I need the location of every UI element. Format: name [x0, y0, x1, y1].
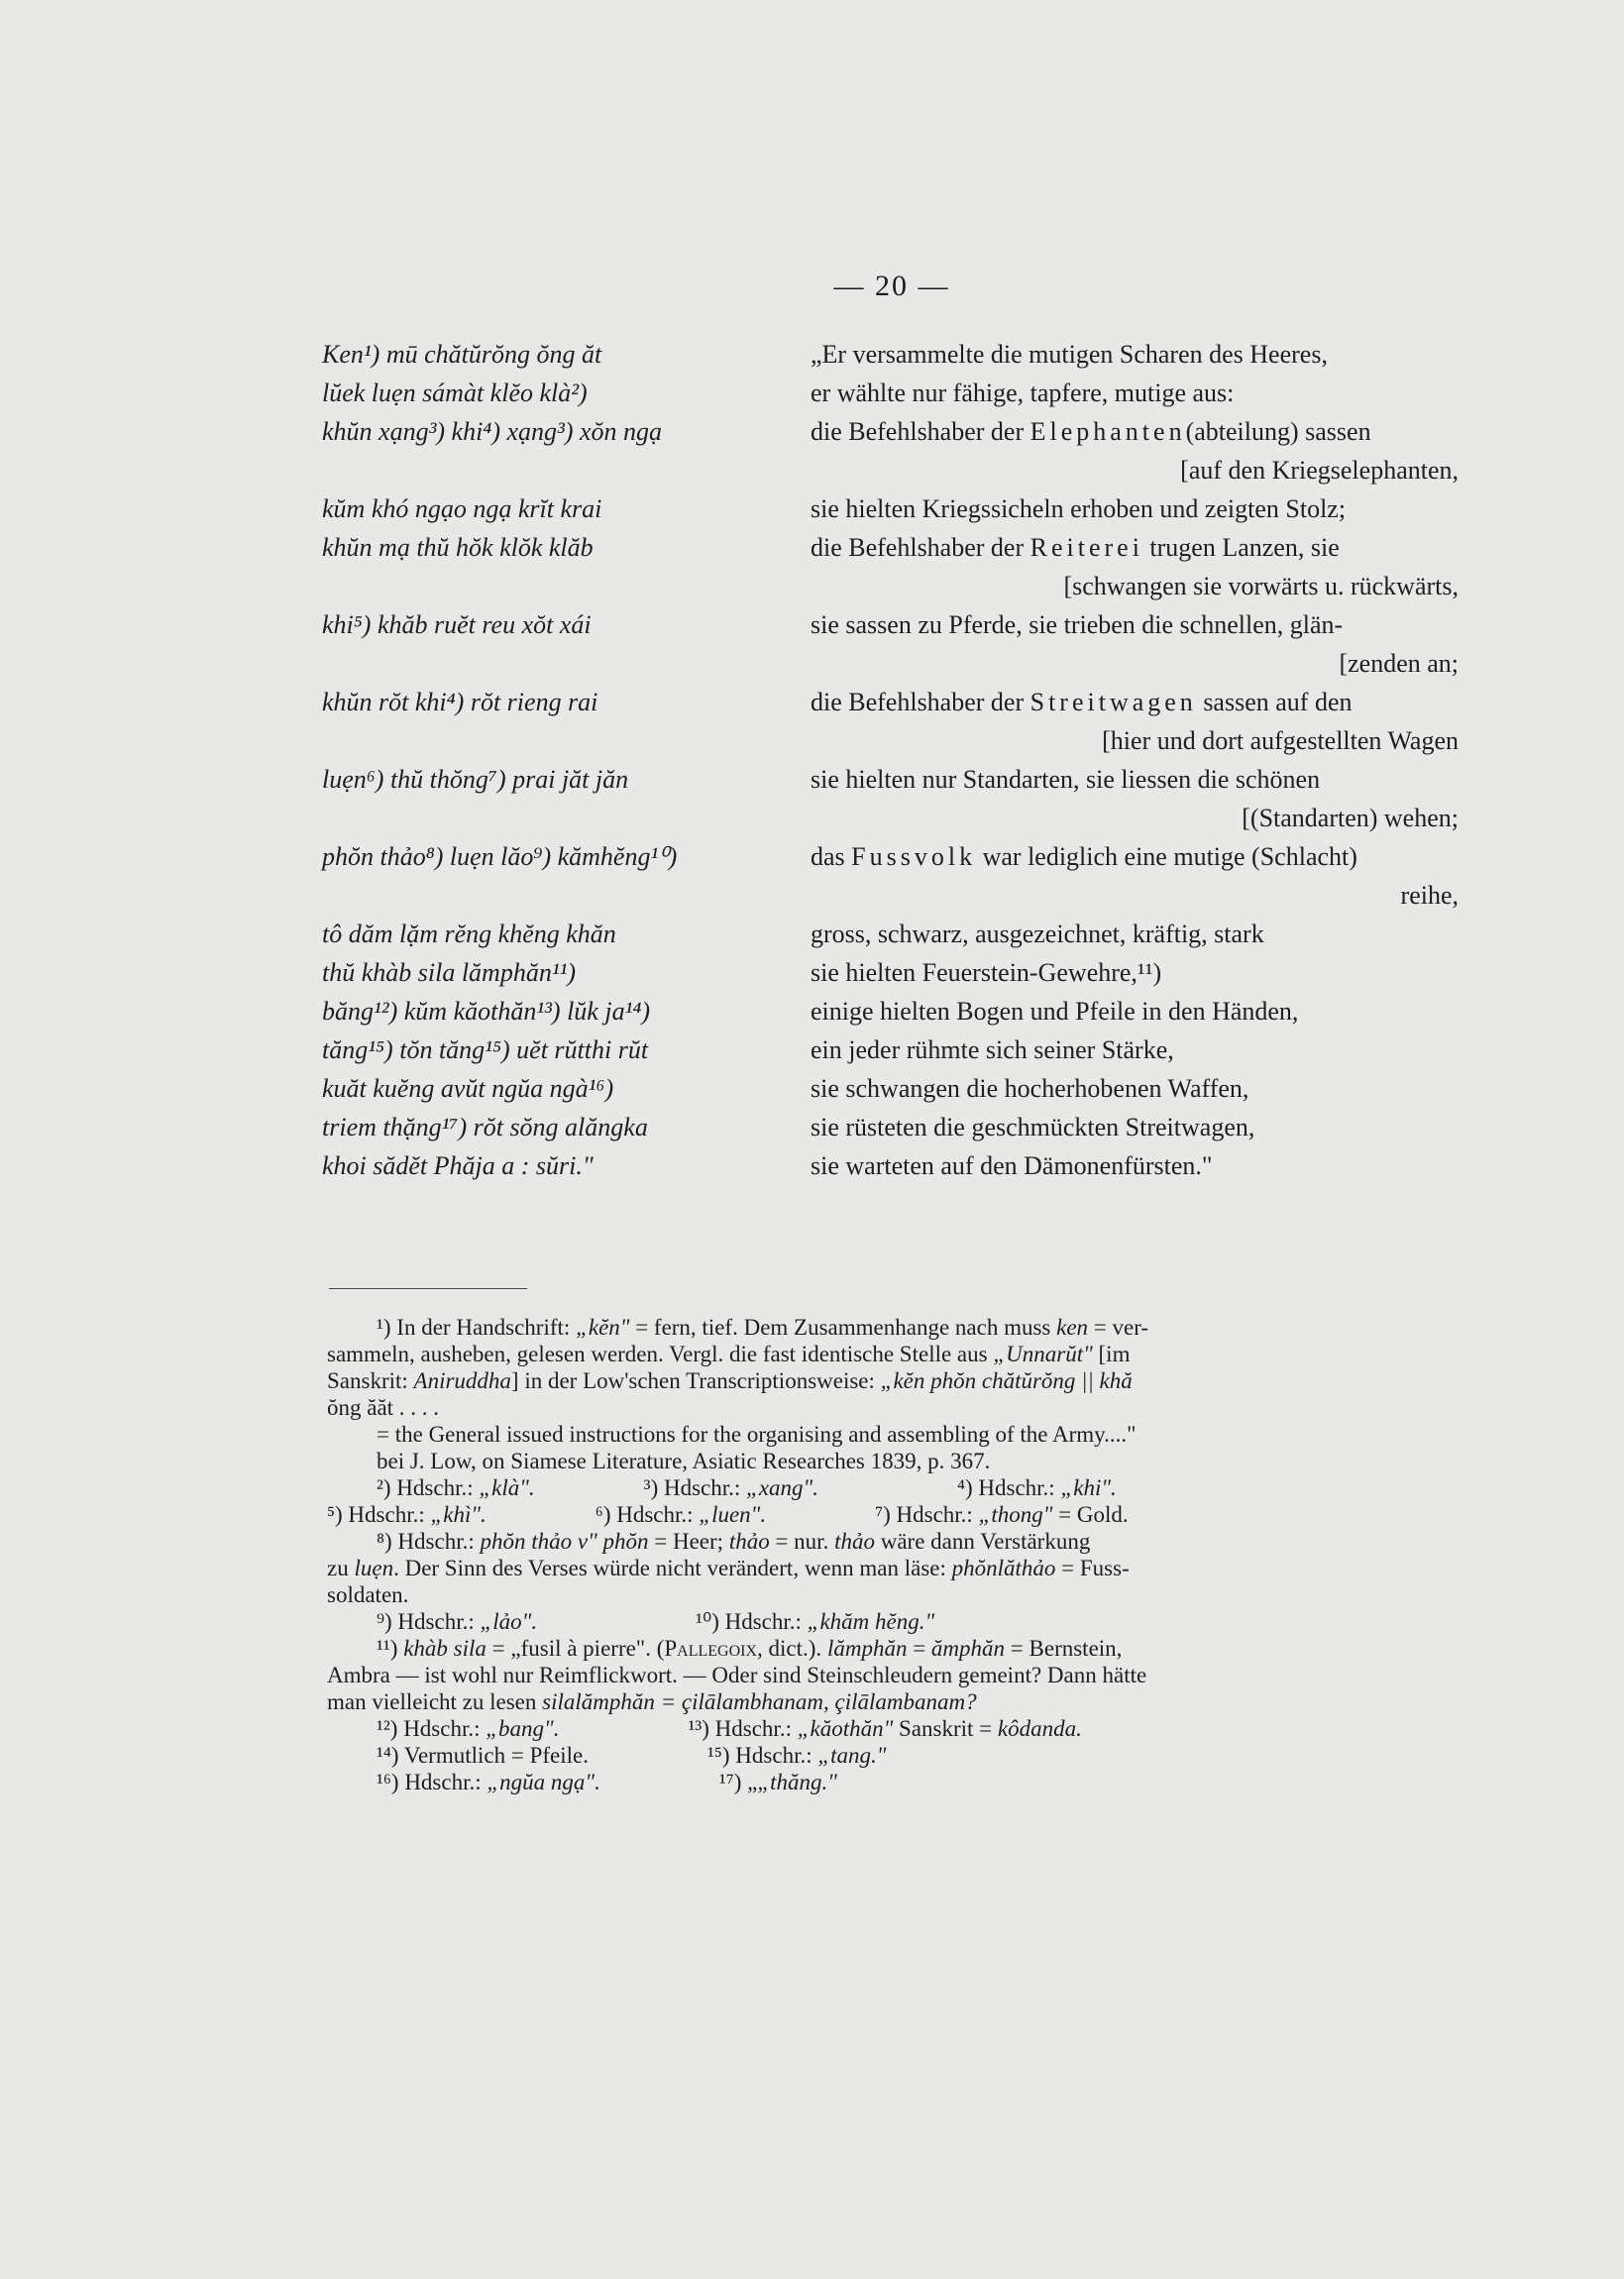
- verse-line: [322, 876, 758, 915]
- translation-line: sie hielten nur Standarten, sie liessen die schönen: [811, 765, 1321, 794]
- footnote-line: ²) Hdschr.: „klà". ³) Hdschr.: „xang". ⁴) Hdschr.: „khi".: [377, 1475, 1117, 1500]
- footnote-line: Ambra — ist wohl nur Reimflickwort. — Oder sind Steinschleudern gemeint? Dann hätte: [327, 1663, 1147, 1687]
- footnote-line: ¹) In der Handschrift: „kĕn" = fern, tief. Dem Zusammenhange nach muss ken = ver-: [377, 1315, 1149, 1340]
- verse-line: [322, 567, 758, 605]
- translation-line: [(Standarten) wehen;: [1242, 804, 1459, 832]
- verse-line: [322, 799, 758, 837]
- verse-line: băng¹²) kŭm kăothăn¹³) lŭk ja¹⁴): [322, 997, 651, 1026]
- footnote-line: ¹⁶) Hdschr.: „ngŭa ngạ". ¹⁷) „„thăng.": [377, 1770, 837, 1794]
- verse-line: [322, 644, 758, 683]
- footnote-line: ¹⁴) Vermutlich = Pfeile. ¹⁵) Hdschr.: „tang.": [377, 1743, 887, 1768]
- verse-line: khŭn rŏt khi⁴) rŏt rieng rai: [322, 688, 598, 716]
- verse-line: khi⁵) khăb ruĕt reu xŏt xái: [322, 610, 592, 639]
- verse-line: tô dăm lặm rĕng khĕng khăn: [322, 920, 616, 948]
- footnote-line: ŏng ăăt . . . .: [327, 1395, 440, 1420]
- verse-line: thŭ khàb sila lămphăn¹¹): [322, 958, 577, 987]
- translation-line: „Er versammelte die mutigen Scharen des Heeres,: [811, 340, 1328, 369]
- siamese-verse-column: [322, 335, 758, 1185]
- footnote-line: zu luẹn. Der Sinn des Verses würde nicht verändert, wenn man läse: phŏnlăthảo = Fuss-: [327, 1556, 1130, 1580]
- translation-line: [hier und dort aufgestellten Wagen: [1102, 726, 1459, 755]
- translation-line: die Befehlshaber der Reiterei trugen Lanzen, sie: [811, 533, 1340, 562]
- verse-line: khoi sădĕt Phăja a : sŭri.": [322, 1151, 594, 1180]
- verse-line: luẹn⁶) thŭ thŏng⁷) prai jăt jăn: [322, 765, 629, 794]
- verse-line: khŭn xạng³) khi⁴) xạng³) xŏn ngạ: [322, 417, 663, 446]
- footnote-line: sammeln, ausheben, gelesen werden. Vergl. die fast identische Stelle aus „Unnarŭt" [im: [327, 1342, 1131, 1366]
- translation-line: das Fussvolk war lediglich eine mutige (Schlacht): [811, 842, 1357, 871]
- footnote-line: soldaten.: [327, 1582, 409, 1607]
- verse-line: Ken¹) mū chătŭrŏng ŏng ăt: [322, 340, 602, 369]
- translation-line: sie warteten auf den Dämonenfürsten.": [811, 1151, 1213, 1180]
- verse-line: kuăt kuĕng avŭt ngŭa ngà¹⁶): [322, 1074, 614, 1103]
- translation-line: [zenden an;: [1339, 649, 1459, 678]
- verse-line: phŏn thảo⁸) luẹn lăo⁹) kămhĕng¹⁰): [322, 842, 678, 871]
- translation-line: reihe,: [1400, 881, 1459, 910]
- german-translation-column: [811, 335, 1459, 1185]
- footnote-divider: [329, 1288, 527, 1289]
- translation-line: sie hielten Feuerstein-Gewehre,¹¹): [811, 958, 1162, 987]
- footnote-line: ¹¹) khàb sila = „fusil à pierre". (Pallegoix, dict.). lămphăn = ămphăn = Bernstein,: [377, 1636, 1123, 1661]
- translation-line: gross, schwarz, ausgezeichnet, kräftig, stark: [811, 920, 1264, 948]
- verse-line: [322, 451, 758, 489]
- footnote-line: ¹²) Hdschr.: „bang". ¹³) Hdschr.: „kăothăn" Sanskrit = kôdanda.: [377, 1716, 1082, 1741]
- verse-line: [322, 721, 758, 760]
- translation-line: ein jeder rühmte sich seiner Stärke,: [811, 1035, 1174, 1064]
- translation-line: [auf den Kriegselephanten,: [1180, 456, 1459, 485]
- page-number: — 20 —: [833, 270, 950, 302]
- footnote-line: ⁸) Hdschr.: phŏn thảo v" phŏn = Heer; thảo = nur. thảo wäre dann Verstärkung: [377, 1529, 1091, 1554]
- translation-line: sie schwangen die hocherhobenen Waffen,: [811, 1074, 1249, 1103]
- footnote-line: ⁹) Hdschr.: „lảo". ¹⁰) Hdschr.: „khăm hĕng.": [377, 1609, 935, 1634]
- translation-line: sie hielten Kriegssicheln erhoben und zeigten Stolz;: [811, 494, 1347, 523]
- translation-line: die Befehlshaber der Streitwagen sassen auf den: [811, 688, 1353, 716]
- verse-line: khŭn mạ thŭ hŏk klŏk klăb: [322, 533, 594, 562]
- footnote-line: = the General issued instructions for the organising and assembling of the Army....": [377, 1422, 1137, 1447]
- translation-line: [schwangen sie vorwärts u. rückwärts,: [1063, 572, 1459, 600]
- footnote-line: bei J. Low, on Siamese Literature, Asiatic Researches 1839, p. 367.: [377, 1449, 991, 1473]
- translation-line: die Befehlshaber der Elephanten(abteilung) sassen: [811, 417, 1371, 446]
- footnote-line: Sanskrit: Aniruddha] in der Low'schen Transcriptionsweise: „kĕn phŏn chătŭrŏng || khă: [327, 1368, 1133, 1393]
- footnote-line: man vielleicht zu lesen silalămphăn = çilālambhanam, çilālambanam?: [327, 1689, 977, 1714]
- verse-line: kŭm khó ngạo ngạ krĭt krai: [322, 494, 602, 523]
- verse-line: triem thặng¹⁷) rŏt sŏng alăngka: [322, 1113, 648, 1141]
- translation-line: sie rüsteten die geschmückten Streitwagen,: [811, 1113, 1255, 1141]
- verse-line: lŭek luẹn sámàt klĕo klà²): [322, 379, 588, 407]
- translation-line: er wählte nur fähige, tapfere, mutige aus:: [811, 379, 1235, 407]
- footnote-line: ⁵) Hdschr.: „khì". ⁶) Hdschr.: „luen". ⁷) Hdschr.: „thong" = Gold.: [327, 1502, 1129, 1527]
- verse-line: tăng¹⁵) tŏn tăng¹⁵) uĕt rŭtthi rŭt: [322, 1035, 649, 1064]
- footnotes: [327, 1314, 1462, 1795]
- translation-line: sie sassen zu Pferde, sie trieben die schnellen, glän-: [811, 610, 1344, 639]
- translation-line: einige hielten Bogen und Pfeile in den Händen,: [811, 997, 1299, 1026]
